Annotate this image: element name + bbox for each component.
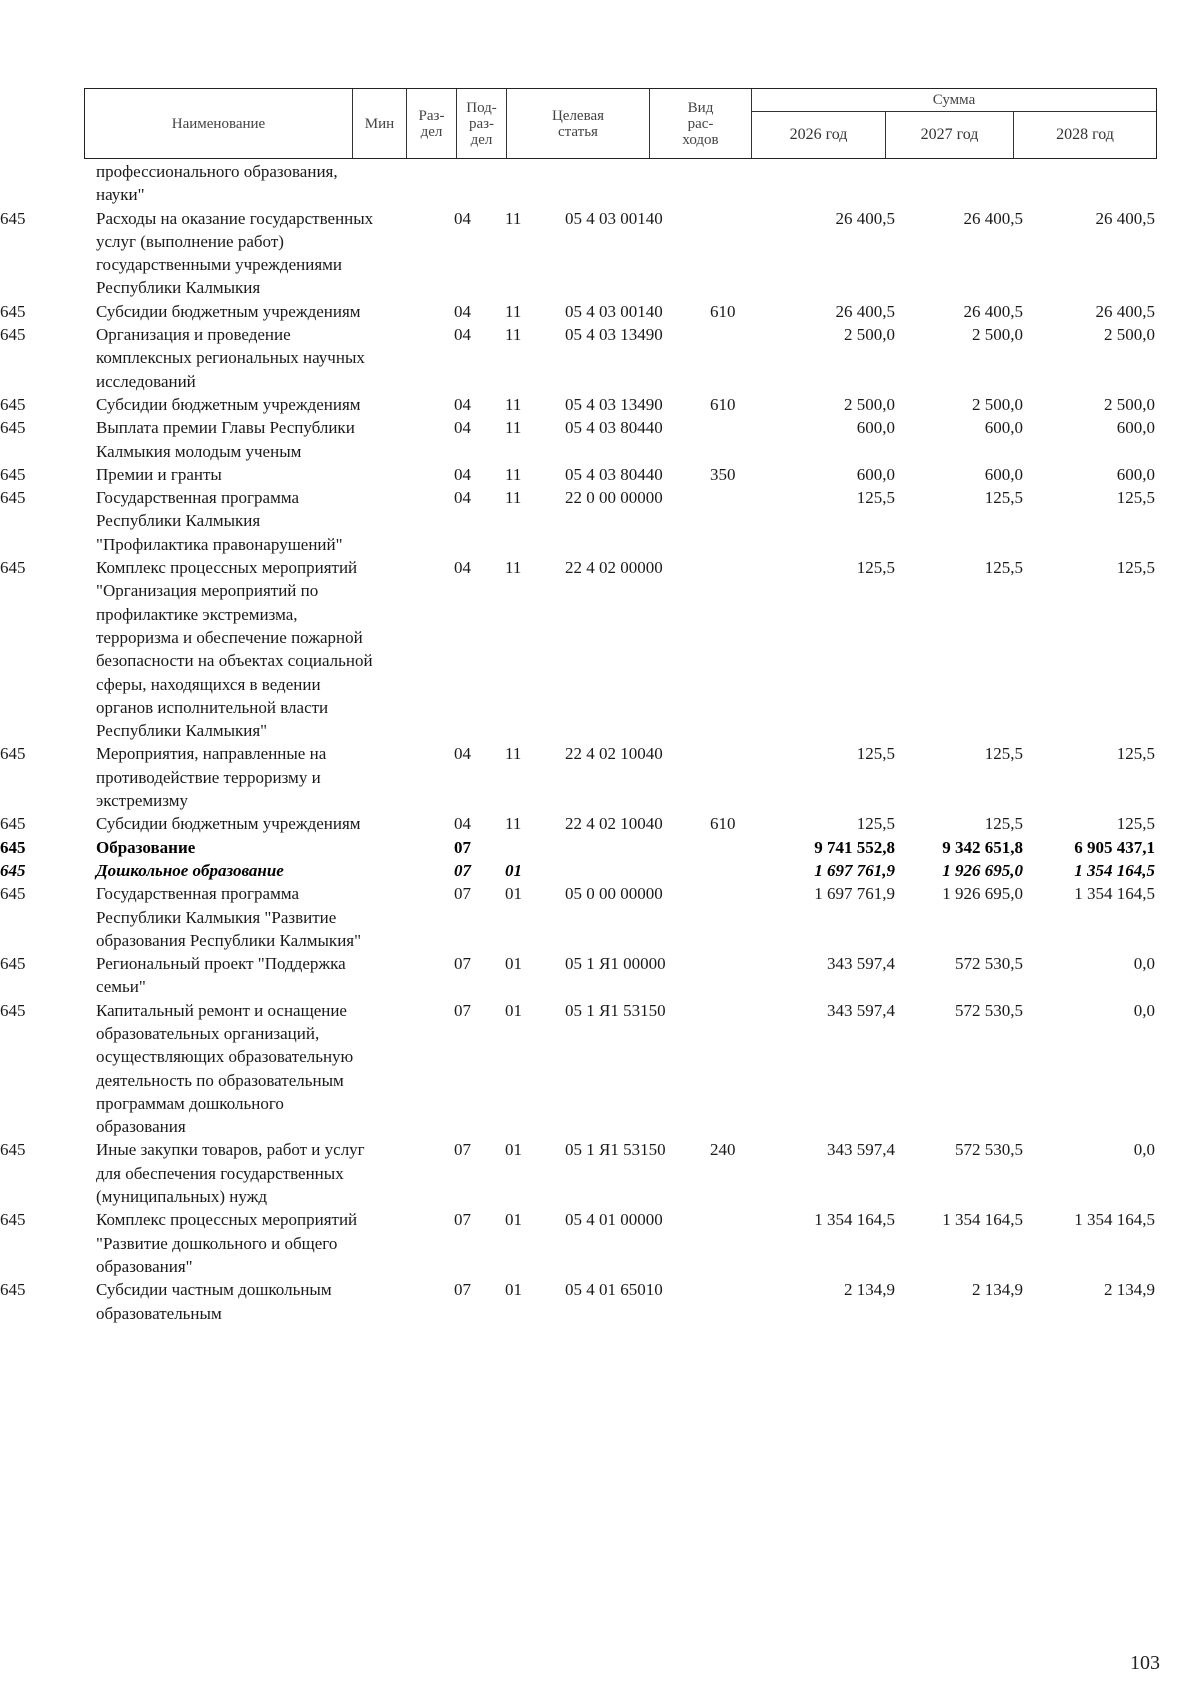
table-row xyxy=(0,999,1200,1139)
row-section-code: 07 xyxy=(454,1000,471,1020)
row-target-article: 05 1 Я1 53150 xyxy=(565,1000,666,1020)
table-row xyxy=(0,160,1200,207)
row-section-code: 04 xyxy=(454,488,471,508)
row-subsection-code: 11 xyxy=(505,744,522,764)
row-name: Расходы на оказание государственных услуг (выполнение работ) государственными учреждениями Республики Калмыкия xyxy=(96,208,374,298)
row-sum-2028: 6 905 437,1 xyxy=(1074,837,1155,857)
row-target-article: 05 4 03 80440 xyxy=(565,418,663,438)
table-row xyxy=(0,952,1200,999)
row-name: профессионального образования, науки" xyxy=(96,162,338,205)
row-ministry-code: 645 xyxy=(0,814,26,834)
table-body xyxy=(0,160,1200,1325)
row-section-code: 04 xyxy=(454,464,471,484)
row-ministry-code: 645 xyxy=(0,488,26,508)
row-expense-type: 610 xyxy=(710,394,736,414)
row-subsection-code: 11 xyxy=(505,464,522,484)
row-sum-2027: 2 500,0 xyxy=(972,394,1023,414)
row-target-article: 22 4 02 10040 xyxy=(565,744,663,764)
table-row xyxy=(0,556,1200,742)
table-row xyxy=(0,393,1200,416)
row-subsection-code: 11 xyxy=(505,325,522,345)
row-expense-type: 610 xyxy=(710,301,736,321)
row-section-code: 07 xyxy=(454,954,471,974)
table-row xyxy=(0,1208,1200,1278)
row-ministry-code: 645 xyxy=(0,884,26,904)
row-ministry-code: 645 xyxy=(0,558,26,578)
header-target xyxy=(507,89,650,158)
row-sum-2027: 1 926 695,0 xyxy=(942,860,1023,880)
row-section-code: 04 xyxy=(454,814,471,834)
row-section-code: 04 xyxy=(454,208,471,228)
row-sum-2026: 125,5 xyxy=(856,558,895,578)
row-target-article: 22 4 02 10040 xyxy=(565,814,663,834)
row-sum-2027: 572 530,5 xyxy=(955,954,1023,974)
row-sum-2028: 26 400,5 xyxy=(1095,301,1155,321)
row-sum-2026: 9 741 552,8 xyxy=(814,837,895,857)
header-podrazdel xyxy=(457,89,507,158)
table-row xyxy=(0,463,1200,486)
row-sum-2027: 9 342 651,8 xyxy=(942,837,1023,857)
table-row xyxy=(0,812,1200,835)
row-sum-2027: 600,0 xyxy=(984,418,1023,438)
row-section-code: 04 xyxy=(454,394,471,414)
header-min xyxy=(353,89,407,158)
row-sum-2027: 572 530,5 xyxy=(955,1000,1023,1020)
row-sum-2026: 600,0 xyxy=(856,464,895,484)
row-name: Организация и проведение комплексных региональных научных исследований xyxy=(96,325,365,391)
table-header xyxy=(84,88,1157,159)
table-row xyxy=(0,300,1200,323)
row-ministry-code: 645 xyxy=(0,1210,26,1230)
row-section-code: 07 xyxy=(454,1140,471,1160)
row-name: Субсидии бюджетным учреждениям xyxy=(96,394,361,414)
row-expense-type: 610 xyxy=(710,814,736,834)
row-subsection-code: 01 xyxy=(505,1280,522,1300)
row-sum-2028: 26 400,5 xyxy=(1095,208,1155,228)
row-sum-2026: 343 597,4 xyxy=(827,1000,895,1020)
row-ministry-code: 645 xyxy=(0,1280,26,1300)
row-ministry-code: 645 xyxy=(0,325,26,345)
row-sum-2027: 125,5 xyxy=(984,744,1023,764)
row-sum-2027: 26 400,5 xyxy=(963,208,1023,228)
row-ministry-code: 645 xyxy=(0,418,26,438)
row-section-code: 07 xyxy=(454,1210,471,1230)
row-sum-2026: 26 400,5 xyxy=(835,208,895,228)
row-section-code: 04 xyxy=(454,301,471,321)
header-min-text: Мин xyxy=(364,115,395,132)
row-subsection-code: 11 xyxy=(505,814,522,834)
row-target-article: 05 4 03 13490 xyxy=(565,394,663,414)
row-sum-2027: 26 400,5 xyxy=(963,301,1023,321)
row-sum-2028: 600,0 xyxy=(1116,418,1155,438)
row-target-article: 05 1 Я1 00000 xyxy=(565,954,666,974)
row-subsection-code: 11 xyxy=(505,558,522,578)
row-subsection-code: 11 xyxy=(505,488,522,508)
row-sum-2028: 125,5 xyxy=(1116,488,1155,508)
row-ministry-code: 645 xyxy=(0,744,26,764)
row-target-article: 05 4 03 00140 xyxy=(565,208,663,228)
row-subsection-code: 11 xyxy=(505,301,522,321)
row-sum-2026: 343 597,4 xyxy=(827,1140,895,1160)
row-sum-2028: 600,0 xyxy=(1116,464,1155,484)
header-sum-text: Сумма xyxy=(932,91,976,108)
row-sum-2026: 125,5 xyxy=(856,488,895,508)
row-sum-2027: 1 926 695,0 xyxy=(942,884,1023,904)
header-podrazdel-text: Под- раз- дел xyxy=(466,99,497,148)
row-name: Государственная программа Республики Калмыкия "Развитие образования Республики Калмыкия" xyxy=(96,884,362,950)
row-target-article: 22 0 00 00000 xyxy=(565,488,663,508)
header-razdel xyxy=(407,89,457,158)
row-sum-2028: 1 354 164,5 xyxy=(1074,1210,1155,1230)
row-ministry-code: 645 xyxy=(0,1140,26,1160)
row-target-article: 05 1 Я1 53150 xyxy=(565,1140,666,1160)
table-row xyxy=(0,416,1200,463)
header-name-text: Наименование xyxy=(171,115,266,132)
row-name: Выплата премии Главы Республики Калмыкия молодым ученым xyxy=(96,418,355,461)
row-ministry-code: 645 xyxy=(0,208,26,228)
row-section-code: 07 xyxy=(454,1280,471,1300)
row-subsection-code: 11 xyxy=(505,394,522,414)
row-name: Премии и гранты xyxy=(96,464,222,484)
row-name: Иные закупки товаров, работ и услуг для обеспечения государственных (муниципальных) нужд xyxy=(96,1140,365,1207)
row-subsection-code: 11 xyxy=(505,208,522,228)
row-expense-type: 350 xyxy=(710,464,736,484)
row-sum-2028: 1 354 164,5 xyxy=(1074,884,1155,904)
row-sum-2026: 26 400,5 xyxy=(835,301,895,321)
row-sum-2026: 1 697 761,9 xyxy=(814,884,895,904)
row-sum-2026: 2 500,0 xyxy=(844,394,895,414)
table-row xyxy=(0,207,1200,300)
table-row xyxy=(0,1138,1200,1208)
row-subsection-code: 01 xyxy=(505,1210,522,1230)
row-name: Субсидии бюджетным учреждениям xyxy=(96,814,361,834)
row-section-code: 04 xyxy=(454,325,471,345)
row-sum-2028: 2 500,0 xyxy=(1104,325,1155,345)
row-sum-2028: 1 354 164,5 xyxy=(1074,860,1155,880)
page-number: 103 xyxy=(1130,1652,1160,1674)
row-sum-2027: 125,5 xyxy=(984,558,1023,578)
table-row xyxy=(0,859,1200,882)
header-sum xyxy=(752,89,1156,112)
row-expense-type: 240 xyxy=(710,1140,736,1160)
row-sum-2027: 125,5 xyxy=(984,814,1023,834)
row-sum-2026: 600,0 xyxy=(856,418,895,438)
header-target-text: Целевая статья xyxy=(551,107,605,140)
header-year-2026: 2026 год xyxy=(752,112,886,158)
row-subsection-code: 01 xyxy=(505,954,522,974)
row-section-code: 04 xyxy=(454,418,471,438)
row-sum-2026: 125,5 xyxy=(856,814,895,834)
row-sum-2026: 343 597,4 xyxy=(827,954,895,974)
row-sum-2026: 1 697 761,9 xyxy=(814,860,895,880)
row-ministry-code: 645 xyxy=(0,394,26,414)
row-ministry-code: 645 xyxy=(0,954,26,974)
row-sum-2028: 2 134,9 xyxy=(1104,1280,1155,1300)
row-name: Комплекс процессных мероприятий "Развитие дошкольного и общего образования" xyxy=(96,1210,358,1276)
row-subsection-code: 01 xyxy=(505,1000,522,1020)
row-target-article: 05 0 00 00000 xyxy=(565,884,663,904)
row-name: Капитальный ремонт и оснащение образовательных организаций, осуществляющих образовательную деятельность по образовательным программам дошкольного образования xyxy=(96,1000,354,1137)
row-target-article: 05 4 01 65010 xyxy=(565,1280,663,1300)
row-name: Комплекс процессных мероприятий "Организация мероприятий по профилактике экстремизма, терроризма и обеспечение пожарной безопасности на объектах социальной сферы, находящихся в ведении органов исполнительной власти Республики Калмыкия" xyxy=(96,558,373,741)
row-name: Субсидии бюджетным учреждениям xyxy=(96,301,361,321)
row-ministry-code: 645 xyxy=(0,860,26,880)
header-year-2028: 2028 год xyxy=(1056,126,1114,143)
header-vid xyxy=(650,89,752,158)
row-sum-2027: 2 134,9 xyxy=(972,1280,1023,1300)
row-sum-2026: 1 354 164,5 xyxy=(814,1210,895,1230)
row-subsection-code: 01 xyxy=(505,860,522,880)
row-subsection-code: 01 xyxy=(505,884,522,904)
row-ministry-code: 645 xyxy=(0,301,26,321)
row-subsection-code: 11 xyxy=(505,418,522,438)
row-sum-2028: 125,5 xyxy=(1116,814,1155,834)
row-sum-2028: 0,0 xyxy=(1133,954,1155,974)
row-ministry-code: 645 xyxy=(0,1000,26,1020)
header-vid-text: Вид рас- ходов xyxy=(682,99,719,148)
row-sum-2027: 125,5 xyxy=(984,488,1023,508)
header-razdel-text: Раз- дел xyxy=(418,107,445,140)
row-sum-2026: 125,5 xyxy=(856,744,895,764)
row-sum-2027: 572 530,5 xyxy=(955,1140,1023,1160)
row-sum-2026: 2 500,0 xyxy=(844,325,895,345)
row-name: Субсидии частным дошкольным образовательным xyxy=(96,1280,332,1323)
row-subsection-code: 01 xyxy=(505,1140,522,1160)
row-sum-2028: 125,5 xyxy=(1116,558,1155,578)
row-ministry-code: 645 xyxy=(0,464,26,484)
row-sum-2028: 125,5 xyxy=(1116,744,1155,764)
row-name: Дошкольное образование xyxy=(96,860,284,880)
row-sum-2028: 0,0 xyxy=(1133,1000,1155,1020)
table-row xyxy=(0,882,1200,952)
row-ministry-code: 645 xyxy=(0,837,26,857)
row-section-code: 04 xyxy=(454,558,471,578)
row-section-code: 04 xyxy=(454,744,471,764)
row-sum-2026: 2 134,9 xyxy=(844,1280,895,1300)
table-row xyxy=(0,742,1200,812)
row-name: Мероприятия, направленные на противодействие терроризму и экстремизму xyxy=(96,744,327,811)
row-sum-2027: 2 500,0 xyxy=(972,325,1023,345)
header-name xyxy=(85,89,353,158)
table-row xyxy=(0,486,1200,556)
table-row xyxy=(0,323,1200,393)
row-name: Образование xyxy=(96,837,196,857)
row-target-article: 05 4 03 80440 xyxy=(565,464,663,484)
row-name: Государственная программа Республики Калмыкия "Профилактика правонарушений" xyxy=(96,488,343,554)
row-sum-2027: 600,0 xyxy=(984,464,1023,484)
table-row xyxy=(0,1278,1200,1325)
row-sum-2027: 1 354 164,5 xyxy=(942,1210,1023,1230)
row-target-article: 22 4 02 00000 xyxy=(565,558,663,578)
table-row xyxy=(0,836,1200,859)
row-target-article: 05 4 03 13490 xyxy=(565,325,663,345)
header-year-2027: 2027 год xyxy=(886,112,1014,158)
row-target-article: 05 4 01 00000 xyxy=(565,1210,663,1230)
row-section-code: 07 xyxy=(454,884,471,904)
row-section-code: 07 xyxy=(454,837,471,857)
row-name: Региональный проект "Поддержка семьи" xyxy=(96,954,346,997)
row-sum-2028: 0,0 xyxy=(1133,1140,1155,1160)
row-target-article: 05 4 03 00140 xyxy=(565,301,663,321)
row-sum-2028: 2 500,0 xyxy=(1104,394,1155,414)
row-section-code: 07 xyxy=(454,860,471,880)
